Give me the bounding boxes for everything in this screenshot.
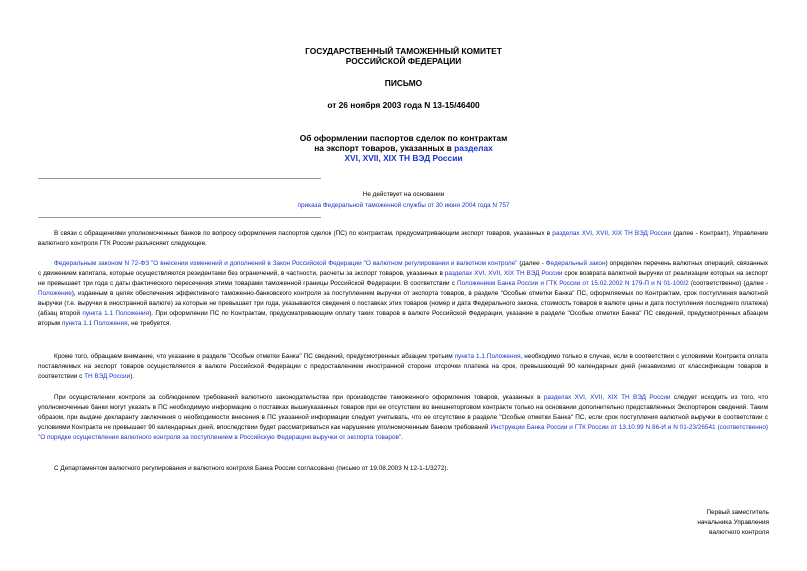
p2-regulation-short-link[interactable]: Положение (38, 290, 72, 297)
paragraph-4 (38, 393, 768, 443)
subject-line-2 (0, 143, 807, 153)
paragraph-1 (38, 229, 768, 249)
paragraph-5 (38, 464, 768, 474)
subject-sections-link[interactable]: разделах (454, 143, 493, 153)
p1-text-a: В связи с обращениями уполномоченных банков по вопросу оформления паспортов сделок (ПС) по контрактам, предусматривающим экспорт товаров, указанных в (54, 230, 553, 237)
doc-type: ПИСЬМО (384, 78, 423, 88)
subject-sections-codes-link[interactable]: XVI, XVII, XIX ТН ВЭД России (344, 153, 463, 163)
signature-line-1: Первый заместитель (706, 509, 769, 516)
doc-subject (0, 133, 807, 163)
p3-text-b: , необходимо только в случае, если в соответствии с условиями Контракта оплата поставляемых на экспорт товаров осуществляется в валюте Российской Федерации с предоставлением иностранной стороне отсрочки платежа на срок, превышающий 90 календарных дней (независимо от классификации товаров в соответствии с (38, 353, 768, 380)
p4-sections-link[interactable]: разделах XVI, XVII, XIX ТН ВЭД России (543, 394, 671, 401)
p3-text-a: Кроме того, обращаем внимание, что указание в разделе "Особые отметки Банка" ПС сведений, предусмотренных абзацем третьим (54, 353, 455, 360)
p5-text: С Департаментом валютного регулирования и валютного контроля Банка России согласовано (письмо от 19.08.2003 N 12-1-1/3272). (54, 465, 449, 472)
paragraph-3 (38, 352, 768, 382)
subject-line-1: Об оформлении паспортов сделок по контрактам (299, 133, 508, 143)
p1-text-b: (далее - Контракт), Управление валютного контроля ГТК России разъясняет следующее. (38, 230, 768, 247)
p1-sections-link[interactable]: разделах XVI, XVII, XIX ТН ВЭД России (552, 230, 672, 237)
p3-tnved-link[interactable]: ТН ВЭД России (84, 373, 131, 380)
p2-text-a: (далее - (517, 260, 546, 267)
agency-line-2: РОССИЙСКОЙ ФЕДЕРАЦИИ (345, 56, 462, 66)
agency-line-1: ГОСУДАРСТВЕННЫЙ ТАМОЖЕННЫЙ КОМИТЕТ (305, 46, 502, 56)
p2-text-c: срок возврата валютной выручки от реализации которых на экспорт не превышает три года с даты фактического пересечения этими товарами таможенной границы Российской Федерации. В соответствии с (38, 270, 769, 287)
doc-date-number: от 26 ноября 2003 года N 13-15/46400 (327, 100, 480, 110)
signature-block (569, 508, 769, 538)
divider-top (38, 178, 321, 179)
p3-text-c: ). (130, 373, 135, 380)
status-note-line: Не действует на основании (362, 191, 445, 198)
p4-text-c: . (401, 434, 403, 441)
signature-line-3: валютного контроля (709, 529, 769, 536)
p2-text-d: (соответственно) (далее - (688, 280, 768, 287)
p4-text-b: следует исходить из того, что уполномоченные банки могут указать в ПС необходимую информацию о поставках вышеуказанных товаров при ее отсутствии во внешнеторговом контракте только на основании дополнительно представленных Экспортером сведений. Таким образом, при выдаче декларанту заключения о необходимости внесения в ПС указанной информации следует учитывать, что ее отсутствие в разделе "Особые отметки Банка" ПС, если срок поступления валютной выручки в соответствии с условиями Контракта не превышает 90 календарных дней, впоследствии будет рассматриваться как нарушение уполномоченным банком требований (38, 394, 768, 431)
p4-instruction-link[interactable]: Инструкции Банка России и ГТК России от 13.10.99 N 86-И и N 01-23/26541 (соответственно) "О порядке осуществления валютного контроля за поступлением в Российскую Федерацию выручки от экспорта товаров" (38, 424, 768, 441)
subject-line-2-text: на экспорт товаров, указанных в (314, 143, 455, 153)
p2-sections-link[interactable]: разделах XVI, XVII, XIX ТН ВЭД России (444, 270, 563, 277)
divider-bottom (38, 217, 321, 218)
status-note-link[interactable]: приказа Федеральной таможенной службы от 30 июня 2004 года N 757 (297, 202, 510, 209)
p2-text-e: ), изданным в целях обеспечения эффективного таможенно-банковского контроля за поступлением выручки от экспорта товаров, в разделе "Особые отметки Банка" ПС, оформляемых по Контрактам, срок поступления валютной выручки (т.е. выручки в иностранной валюте) за которые не превышает три года, указываются сведения о поставках этих товаров (номер и дата Федерального закона, стоимость товаров в валюте цены и дата поступления последнего платежа) (абзац второй (38, 290, 768, 317)
p2-clause-link-1[interactable]: пункта 1.1 Положения (82, 310, 150, 317)
signature-line-2: начальника Управления (697, 519, 769, 526)
p4-text-a: При осуществлении контроля за соблюдением требований валютного законодательства при производстве таможенного оформления товаров, указанных в (54, 394, 544, 401)
p2-text-g: , не требуется. (127, 320, 172, 327)
p3-clause-link[interactable]: пункта 1.1 Положения (454, 353, 521, 360)
p2-text-f: ). При оформлении ПС по Контрактам, предусматривающим оплату таких товаров в валюте Российской Федерации, указание в разделе "Особые отметки Банка" ПС сведений, предусмотренных абзацем вторым (38, 310, 768, 327)
p2-text-b: ) определен перечень валютных операций, связанных с движением капитала, которые осуществляются резидентами без ограничений, в частности, расчеты за экспорт товаров, указанных в (38, 260, 768, 277)
agency-title (0, 46, 807, 66)
p2-regulation-link[interactable]: Положением Банка России и ГТК России от 15.02.2002 N 179-П и N 01-100/2 (457, 280, 689, 287)
p2-clause-link-2[interactable]: пункта 1.1 Положения (61, 320, 128, 327)
p2-federal-law-short-link[interactable]: Федеральный закон (545, 260, 606, 267)
paragraph-2 (38, 259, 768, 329)
p2-federal-law-link[interactable]: Федеральным законом N 72-ФЗ "О внесении изменений и дополнений в Закон Российской Федерации "О валютном регулировании и валютном контроле" (54, 260, 518, 267)
